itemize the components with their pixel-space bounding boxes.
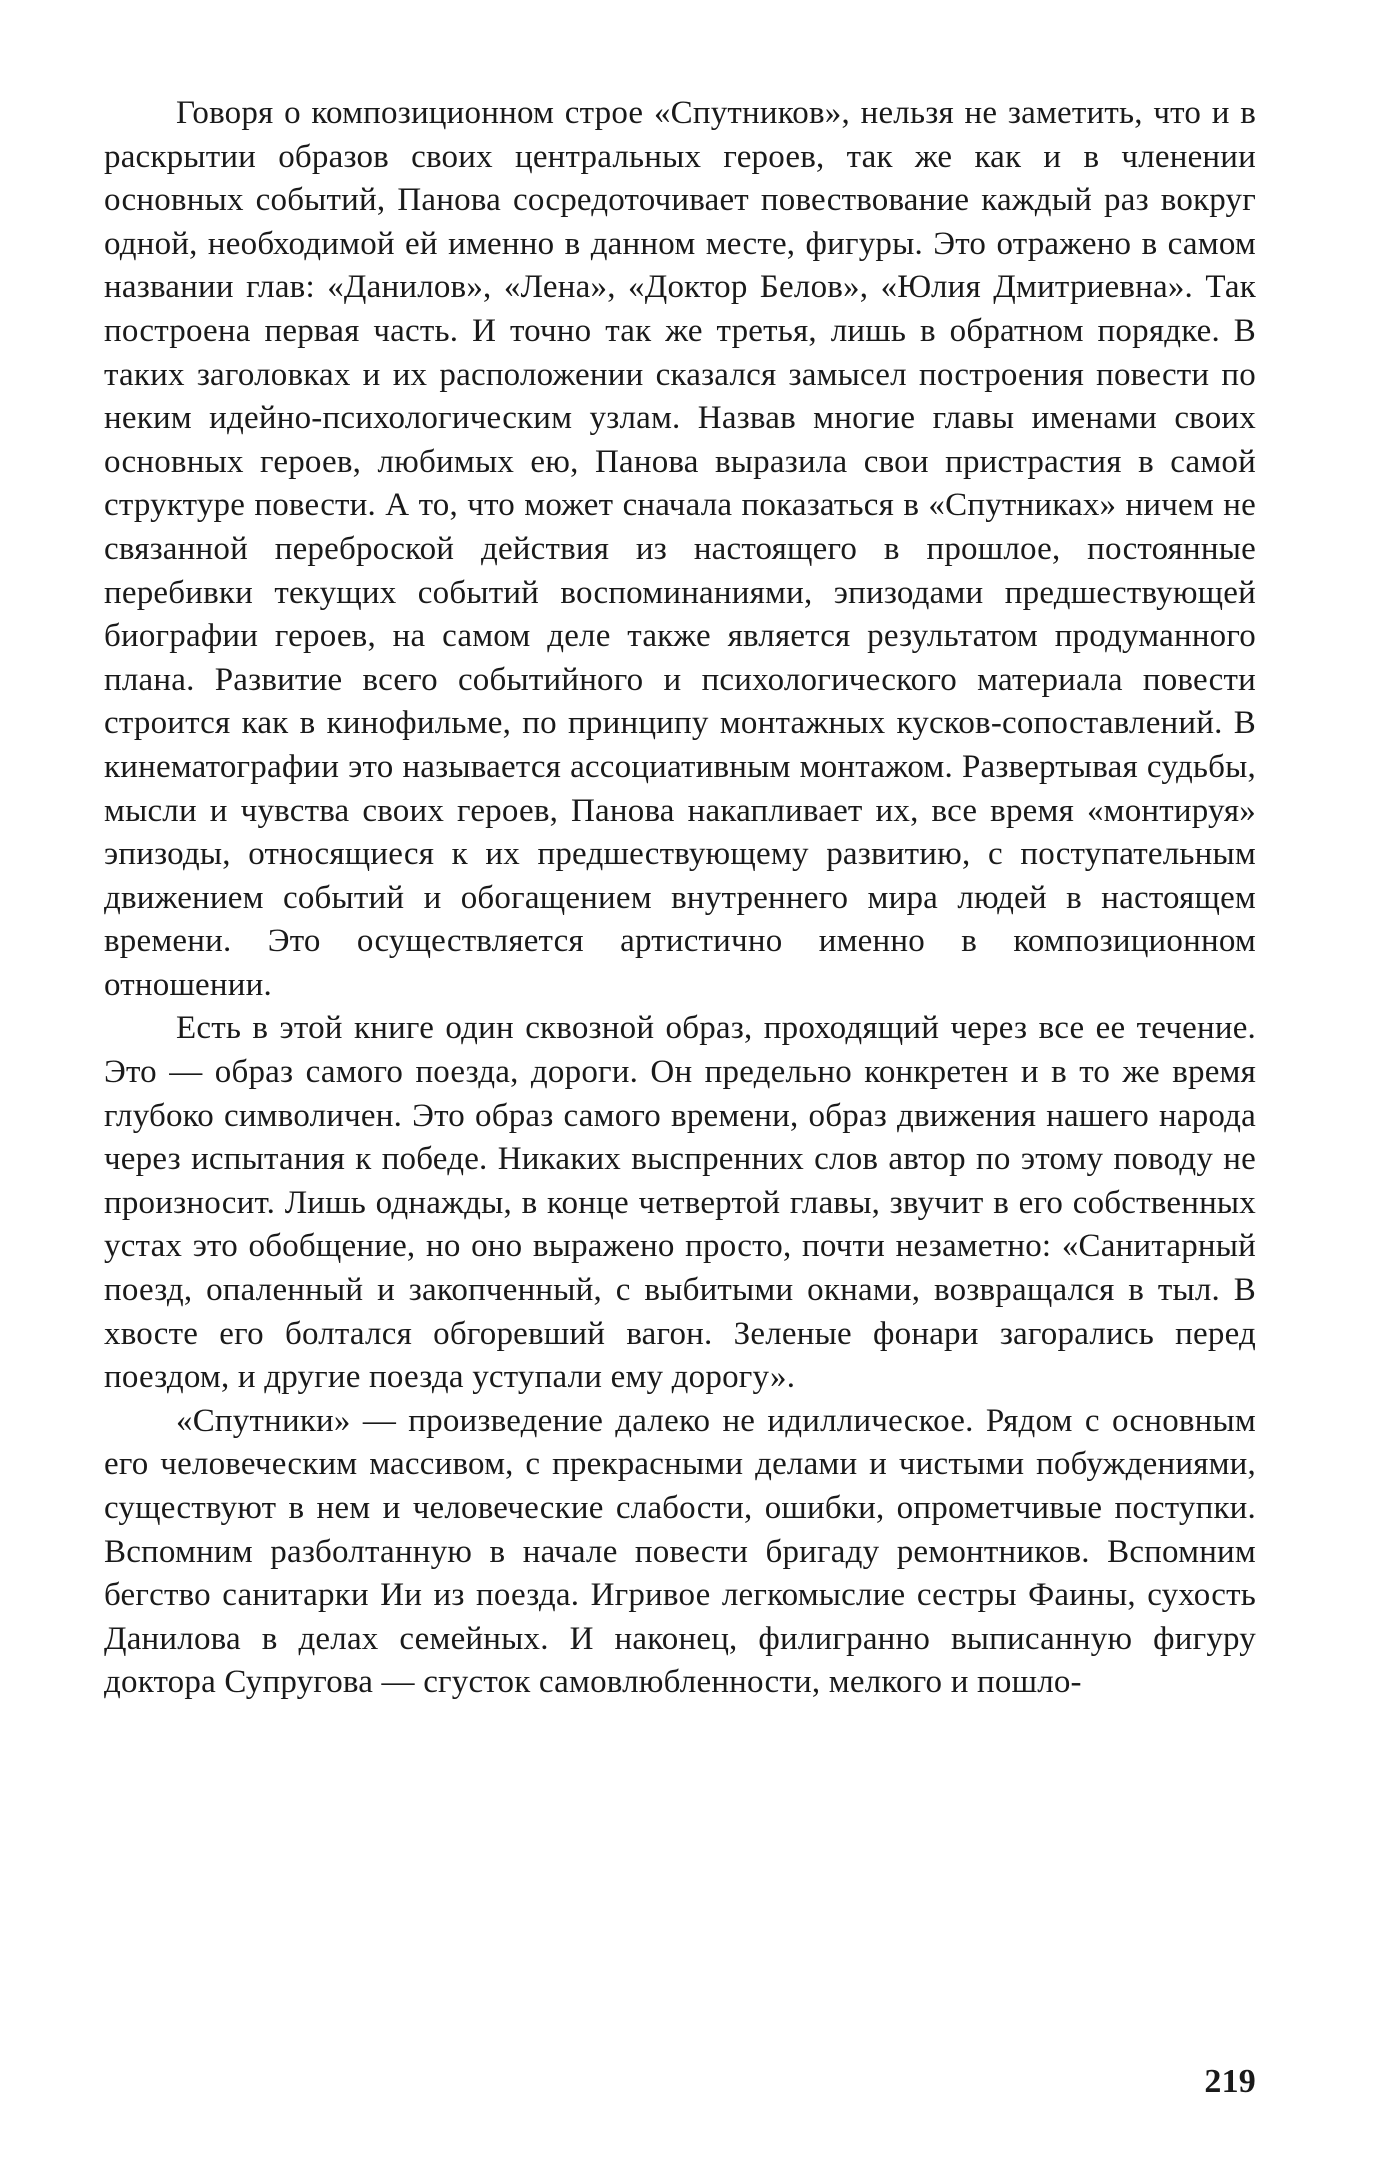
page-number: 219 (1204, 2063, 1256, 2100)
paragraph-not-idyllic: «Спутники» — произведение далеко не идиллическое. Рядом с основным его человеческим массивом, с прекрасными делами и чистыми побуждениями, существуют в нем и человеческие слабости, ошибки, опрометчивые поступки. Вспомним разболтанную в начале повести бригаду ремонтников. Вспомним бегство санитарки Ии из поезда. Игривое легкомыслие сестры Фаины, сухость Данилова в делах семейных. И наконец, филигранно выписанную фигуру доктора Супругова — сгусток самовлюбленности, мелкого и пошло- (104, 1402, 1256, 1701)
paragraph-composition: Говоря о композиционном строе «Спутников», нельзя не заметить, что и в раскрытии образов своих центральных героев, так же как и в членении основных событий, Панова сосредоточивает повествование каждый раз вокруг одной, необходимой ей именно в данном месте, фигуры. Это отражено в самом названии глав: «Данилов», «Лена», «Доктор Белов», «Юлия Дмитриевна». Так построена первая часть. И точно так же третья, лишь в обратном порядке. В таких заголовках и их расположении сказался замысел построения повести по неким идейно-психологическим узлам. Назвав многие главы именами своих основных героев, любимых ею, Панова выразила свои пристрастия в самой структуре повести. А то, что может сначала показаться в «Спутниках» ничем не связанной переброской действия из настоящего в прошлое, постоянные перебивки текущих событий воспоминаниями, эпизодами предшествующей биографии героев, на самом деле также является результатом продуманного плана. Развитие всего событийного и психологического материала повести строится как в кинофильме, по принципу монтажных кусков-сопоставлений. В кинематографии это называется ассоциативным монтажом. Развертывая судьбы, мысли и чувства своих героев, Панова накапливает их, все время «монтируя» эпизоды, относящиеся к их предшествующему развитию, с поступательным движением событий и обогащением внутреннего мира людей в настоящем времени. Это осуществляется артистично именно в композиционном отношении. (104, 95, 1256, 1003)
book-page (104, 92, 1256, 2132)
paragraph-train-image: Есть в этой книге один сквозной образ, проходящий через все ее течение. Это — образ самого поезда, дороги. Он предельно конкретен и в то же время глубоко символичен. Это образ самого времени, образ движения нашего народа через испытания к победе. Никаких выспренних слов автор по этому поводу не произносит. Лишь однажды, в конце четвертой главы, звучит в его собственных устах это обобщение, но оно выражено просто, почти незаметно: «Санитарный поезд, опаленный и закопченный, с выбитыми окнами, возвращался в тыл. В хвосте его болтался обгоревший вагон. Зеленые фонари загорались перед поездом, и другие поезда уступали ему дорогу». (104, 1010, 1256, 1396)
